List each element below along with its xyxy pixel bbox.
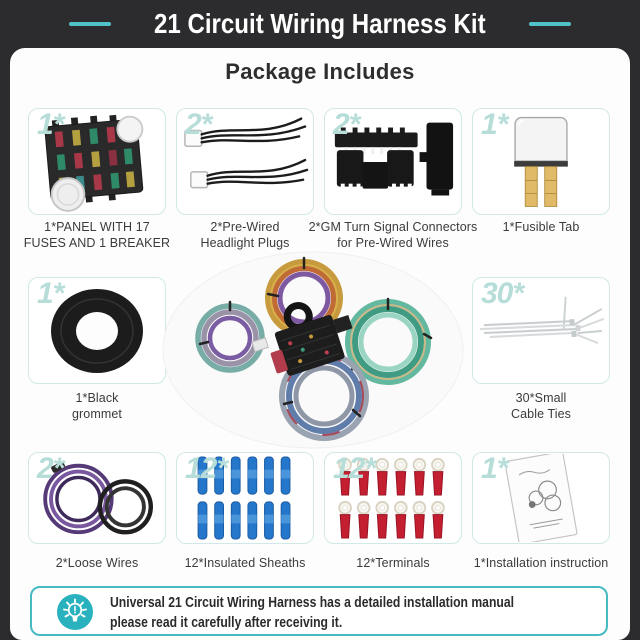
item-card-cable-ties [472, 277, 610, 384]
qty-badge: 1* [481, 452, 508, 485]
wiring-harness-photo [156, 244, 471, 452]
item-card-grommet [28, 277, 166, 384]
footer-note [30, 586, 608, 636]
item-caption-insulated-sheaths: 12*Insulated Sheaths [184, 556, 306, 570]
item-caption-loose-wires: 2*Loose Wires [55, 556, 139, 570]
item-caption-fusible-tab: 1*Fusible Tab [502, 220, 580, 234]
qty-badge: 1* [37, 277, 64, 310]
fusible-tab-icon [496, 112, 586, 212]
qty-badge: 30* [481, 277, 524, 310]
item-card-gm-connectors [324, 108, 462, 215]
item-caption-cable-ties: 30*Small Cable Ties [510, 391, 572, 421]
qty-badge: 2* [185, 108, 212, 141]
qty-badge: 1* [481, 108, 508, 141]
qty-badge: 2* [333, 108, 360, 141]
footer-note-text [110, 593, 530, 633]
section-heading: Package Includes [225, 59, 415, 84]
title-dash-left [69, 22, 111, 26]
item-card-fuse-panel [28, 108, 166, 215]
item-caption-headlight-plugs: 2*Pre-Wired Headlight Plugs [200, 220, 290, 250]
item-caption-gm-connectors: 2*GM Turn Signal Connectors for Pre-Wired Wires [308, 220, 478, 250]
item-caption-instruction: 1*Installation instruction [473, 556, 609, 570]
item-card-headlight-plugs [176, 108, 314, 215]
top-banner [0, 0, 640, 48]
package-panel [10, 48, 630, 640]
qty-badge: 2* [37, 452, 64, 485]
item-caption-terminals: 12*Terminals [356, 556, 430, 570]
footer-note-line1: Universal 21 Circuit Wiring Harness has a detailed installation manual [110, 595, 514, 611]
qty-badge: 12* [185, 452, 228, 485]
item-card-loose-wires [28, 452, 166, 544]
item-card-insulated-sheaths [176, 452, 314, 544]
qty-badge: 12* [333, 452, 376, 485]
item-caption-grommet: 1*Black grommet [71, 391, 123, 421]
item-card-terminals [324, 452, 462, 544]
item-caption-fuse-panel: 1*PANEL WITH 17 FUSES AND 1 BREAKER [23, 220, 171, 250]
page-title: 21 Circuit Wiring Harness Kit [154, 8, 486, 39]
item-card-fusible-tab [472, 108, 610, 215]
item-card-instruction [472, 452, 610, 544]
footer-note-line2: please read it carefully after receiving it. [110, 615, 343, 631]
title-dash-right [529, 22, 571, 26]
qty-badge: 1* [37, 108, 64, 141]
lightbulb-icon [56, 593, 94, 636]
